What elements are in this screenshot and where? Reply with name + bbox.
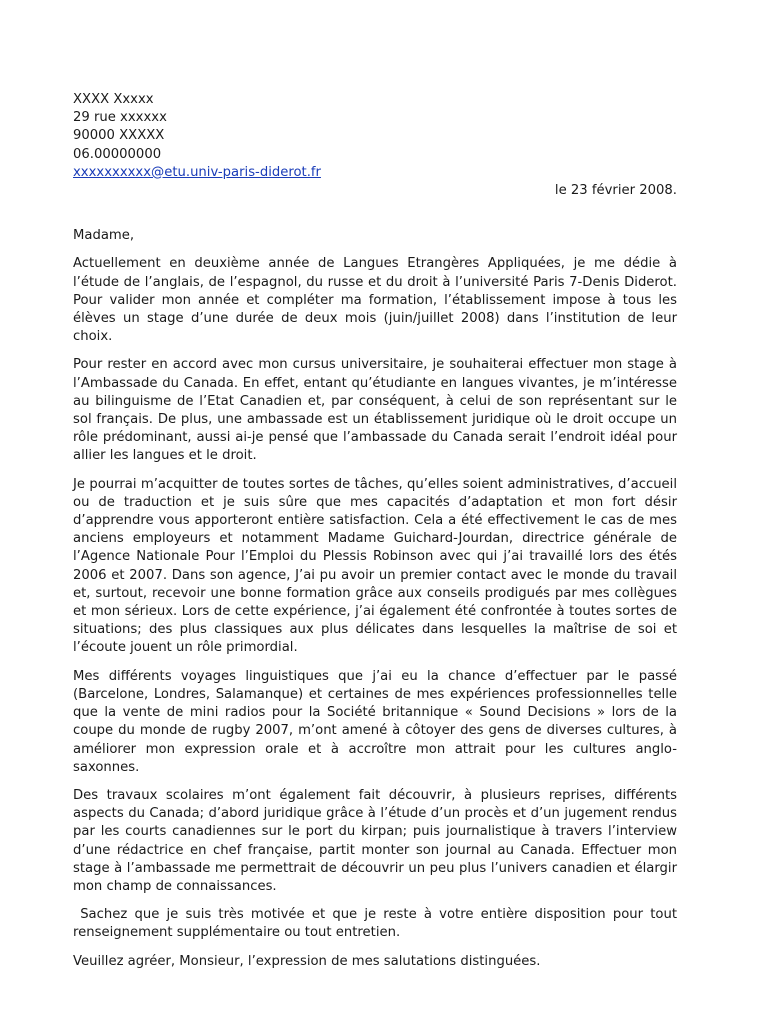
sender-block xyxy=(73,91,677,182)
paragraph-2: Pour rester en accord avec mon cursus universitaire, je souhaiterai effectuer mon stage à l’Ambassade du Canada. En effet, entant qu’étudiante en langues vivantes, je m’intéresse au bilinguisme de l’Etat Canadien et, par conséquent, à celui de son représentant sur le sol français. De plus, une ambassade est un établissement juridique où le droit occupe un rôle prédominant, aussi ai-je pensé que l’ambassade du Canada serait l’endroit idéal pour allier les langues et le droit. xyxy=(73,357,677,464)
paragraph-6: Sachez que je suis très motivée et que je reste à votre entière disposition pour tout renseignement supplémentaire ou tout entretien. xyxy=(73,907,682,941)
sender-street: 29 rue xxxxxx xyxy=(73,110,167,126)
letter-date: le 23 février 2008. xyxy=(554,183,677,199)
sender-city: 90000 XXXXX xyxy=(73,128,165,144)
closing-formula: Veuillez agréer, Monsieur, l’expression de mes salutations distinguées. xyxy=(73,953,541,969)
sender-name: XXXX Xxxxx xyxy=(73,92,154,107)
paragraph-1: Actuellement en deuxième année de Langues Etrangères Appliquées, je me dédie à l’étude de l’anglais, de l’espagnol, du russe et du droit à l’université Paris 7-Denis Diderot. Pour valider mon année et compléter ma formation, l’établissement impose à tous les élèves un stage d’une durée de deux mois (juin/juillet 2008) dans l’institution de leur choix. xyxy=(73,256,677,345)
sender-email-link[interactable]: xxxxxxxxxx@etu.univ-paris-diderot.fr xyxy=(73,164,321,180)
sender-phone: 06.00000000 xyxy=(73,146,162,162)
paragraph-4: Mes différents voyages linguistiques que j’ai eu la chance d’effectuer par le passé (Barcelone, Londres, Salamanque) et certaines de mes expériences professionnelles telle que la vente de mini radios pour la Société britannique « Sound Decisions » lors de la coupe du monde de rugby 2007, m’ont amené à côtoyer des gens de diverses cultures, à améliorer mon expression orale et à accroître mon attrait pour les cultures anglo-saxonnes. xyxy=(73,668,677,775)
salutation: Madame, xyxy=(73,228,135,244)
paragraph-3: Je pourrai m’acquitter de toutes sortes de tâches, qu’elles soient administratives, d’accueil ou de traduction et je suis sûre que mes capacités d’adaptation et mon fort désir d’apprendre vous apporteront entière satisfaction. Cela a été effectivement le cas de mes anciens employeurs et notamment Madame Guichard-Jourdan, directrice générale de l’Agence Nationale Pour l’Emploi du Plessis Robinson avec qui j’ai travaillé lors des étés 2006 et 2007. Dans son agence, J’ai pu avoir un premier contact avec le monde du travail et, surtout, recevoir une bonne formation grâce aux conseils prodigués par mes collègues et mon sérieux. Lors de cette expérience, j’ai également été confrontée à toutes sortes de situations; des plus classiques aux plus délicates dans lesquelles la maîtrise de soi et l’écoute jouent un rôle primordial. xyxy=(73,476,677,656)
paragraph-5: Des travaux scolaires m’ont également fait découvrir, à plusieurs reprises, différents aspects du Canada; d’abord juridique grâce à l’étude d’un procès et d’un jugement rendus par les courts canadiennes sur le port du kirpan; puis journalistique à travers l’interview d’une rédactrice en chef française, partit monter son journal au Canada. Effectuer mon stage à l’ambassade me permettrait de découvrir un peu plus l’univers canadien et élargir mon champ de connaissances. xyxy=(73,787,677,894)
